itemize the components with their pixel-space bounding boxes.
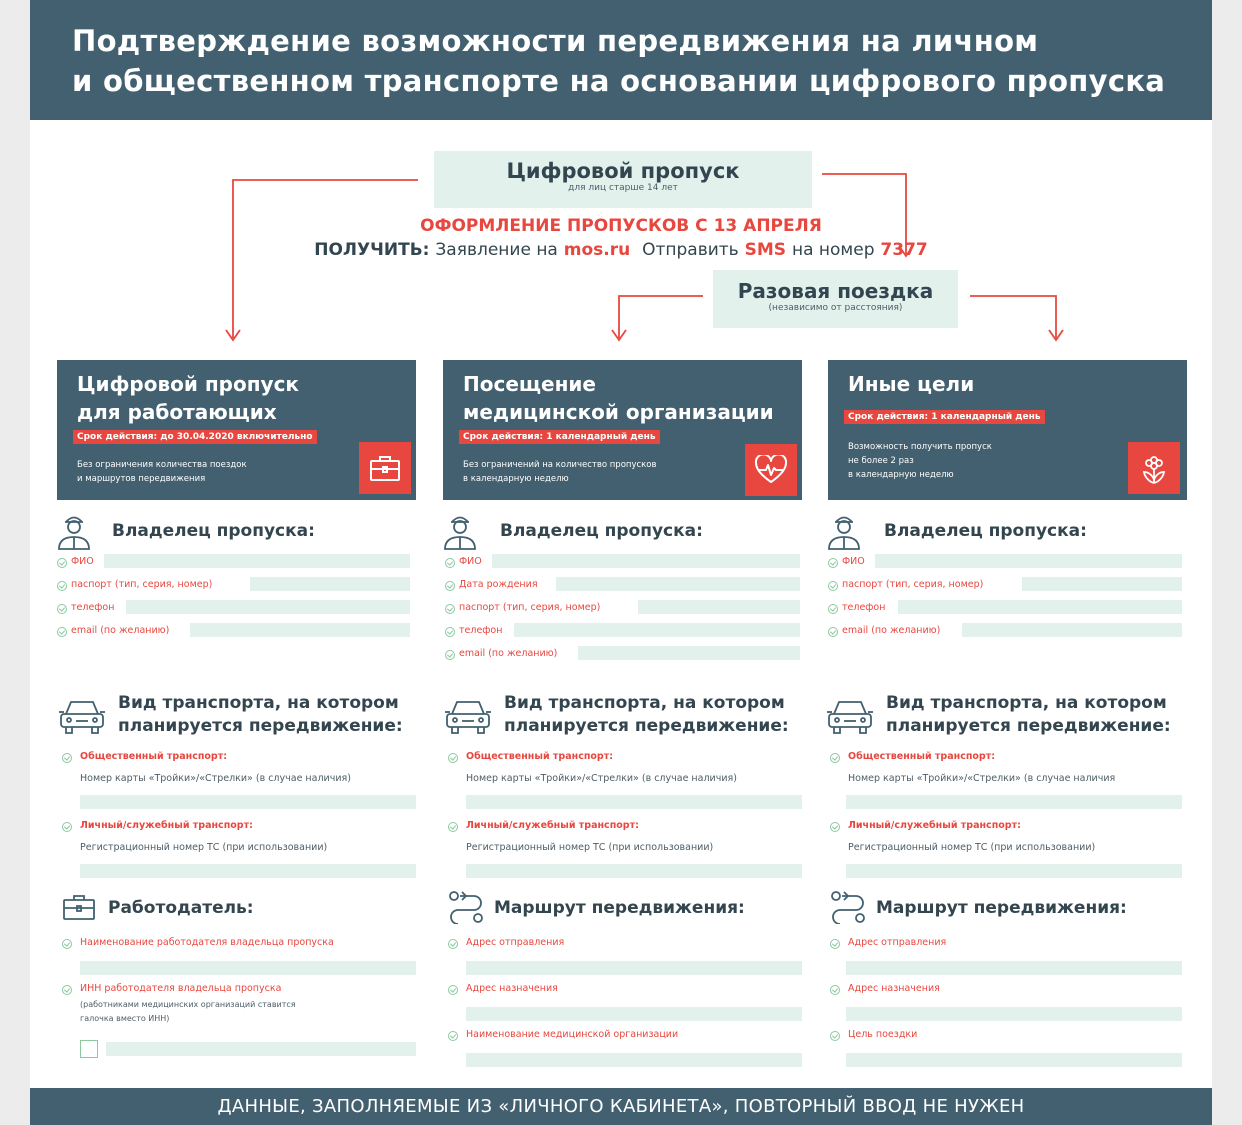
card-title-line-1: Посещение [463, 372, 596, 396]
card-desc-line-1: Без ограничения количества поездок [77, 460, 247, 470]
field-label: ФИО [71, 556, 94, 567]
card-other [828, 360, 1187, 500]
employer-name-label: Наименование работодателя владельца пропуска [80, 937, 334, 948]
field-label: паспорт (тип, серия, номер) [842, 579, 984, 590]
person-icon [56, 512, 92, 550]
route-field-label: Наименование медицинской организации [466, 1029, 679, 1040]
troika-card-input[interactable] [846, 795, 1182, 809]
check-icon [62, 939, 72, 949]
vehicle-number-input[interactable] [80, 864, 416, 878]
sms-number: 7377 [880, 240, 928, 260]
route-heading: Маршрут передвижения: [494, 898, 745, 918]
car-icon [58, 698, 106, 736]
card-medical [443, 360, 802, 500]
departure-address-input[interactable] [846, 961, 1182, 975]
card-title-line-1: Иные цели [848, 372, 975, 396]
card-desc-line-1: Возможность получить пропуск [848, 442, 992, 452]
check-icon [62, 985, 72, 995]
field-input[interactable] [1022, 577, 1182, 591]
transport-heading-line-2: планируется передвижение: [886, 716, 1171, 736]
field-input[interactable] [514, 623, 800, 637]
check-icon [448, 822, 458, 832]
field-label: телефон [459, 625, 503, 636]
briefcase-icon [359, 442, 411, 494]
one-time-trip-subtitle: (независимо от расстояния) [768, 303, 903, 313]
field-label: ФИО [842, 556, 865, 567]
check-icon [57, 627, 67, 637]
transport-heading [886, 692, 1171, 738]
route-field-label: Адрес отправления [848, 937, 947, 948]
check-icon [62, 822, 72, 832]
card-description [463, 458, 657, 486]
field-label: ФИО [459, 556, 482, 567]
field-input[interactable] [578, 646, 800, 660]
check-icon [830, 939, 840, 949]
check-icon [448, 753, 458, 763]
card-desc-line-1: Без ограничений на количество пропусков [463, 460, 657, 470]
troika-card-input[interactable] [466, 795, 802, 809]
check-icon [57, 581, 67, 591]
transport-heading-line-2: планируется передвижение: [504, 716, 789, 736]
card-title-line-2: медицинской организации [463, 400, 774, 424]
public-transport-label: Общественный транспорт: [848, 751, 996, 762]
owner-heading: Владелец пропуска: [884, 521, 1087, 541]
inn-note-line-1: (работниками медицинских организаций ставится [80, 1000, 296, 1009]
public-transport-label: Общественный транспорт: [80, 751, 228, 762]
public-transport-label: Общественный транспорт: [466, 751, 614, 762]
page-title-line-1: Подтверждение возможности передвижения на личном [72, 24, 1039, 58]
vehicle-number-input[interactable] [846, 864, 1182, 878]
card-title [848, 370, 974, 398]
card-description [77, 458, 247, 486]
public-transport-hint: Номер карты «Тройки»/«Стрелки» (в случае наличия [848, 773, 1116, 784]
card-desc-line-2: не более 2 раз [848, 456, 914, 466]
medical-organization-input[interactable] [466, 1053, 802, 1067]
check-icon [445, 650, 455, 660]
employer-inn-label: ИНН работодателя владельца пропуска [80, 983, 282, 994]
check-icon [445, 604, 455, 614]
check-icon [445, 627, 455, 637]
check-icon [57, 558, 67, 568]
get-label: ПОЛУЧИТЬ: [314, 240, 430, 260]
card-workers [57, 360, 416, 500]
trip-purpose-input[interactable] [846, 1053, 1182, 1067]
field-input[interactable] [250, 577, 410, 591]
transport-heading [504, 692, 789, 738]
destination-address-input[interactable] [846, 1007, 1182, 1021]
digital-pass-title: Цифровой пропуск [506, 159, 740, 183]
route-field-label: Адрес назначения [848, 983, 940, 994]
troika-card-input[interactable] [80, 795, 416, 809]
site-link[interactable]: mos.ru [563, 240, 631, 260]
field-label: Дата рождения [459, 579, 538, 590]
public-transport-hint: Номер карты «Тройки»/«Стрелки» (в случае наличия) [80, 773, 351, 784]
employer-heading: Работодатель: [108, 898, 254, 918]
departure-address-input[interactable] [466, 961, 802, 975]
route-heading: Маршрут передвижения: [876, 898, 1127, 918]
car-icon [826, 698, 874, 736]
validity-badge: Срок действия: 1 календарный день [844, 410, 1045, 424]
field-input[interactable] [962, 623, 1182, 637]
private-transport-label: Личный/служебный транспорт: [466, 820, 639, 831]
validity-badge: Срок действия: 1 календарный день [459, 430, 660, 444]
digital-pass-box [434, 151, 812, 208]
inn-note-line-2: галочка вместо ИНН) [80, 1014, 170, 1023]
arrow-to-other [970, 296, 1056, 338]
check-icon [445, 581, 455, 591]
employer-inn-note [80, 998, 296, 1026]
field-input[interactable] [190, 623, 410, 637]
field-label: email (по желанию) [842, 625, 941, 636]
check-icon [448, 939, 458, 949]
card-title [463, 370, 774, 426]
check-icon [448, 985, 458, 995]
owner-heading: Владелец пропуска: [112, 521, 315, 541]
medical-worker-checkbox[interactable] [80, 1040, 98, 1058]
field-label: телефон [71, 602, 115, 613]
field-label: паспорт (тип, серия, номер) [71, 579, 213, 590]
arrow-to-medical [619, 296, 703, 338]
field-label: email (по желанию) [71, 625, 170, 636]
check-icon [830, 753, 840, 763]
private-transport-label: Личный/служебный транспорт: [848, 820, 1021, 831]
route-field-label: Адрес отправления [466, 937, 565, 948]
field-input[interactable] [492, 554, 800, 568]
transport-heading-line-1: Вид транспорта, на котором [504, 693, 785, 713]
destination-address-input[interactable] [466, 1007, 802, 1021]
transport-heading [118, 692, 403, 738]
check-icon [448, 1031, 458, 1041]
card-desc-line-3: в календарную неделю [848, 470, 954, 480]
number-text: на номер [791, 240, 875, 260]
check-icon [62, 753, 72, 763]
check-icon [830, 1031, 840, 1041]
check-icon [830, 985, 840, 995]
route-icon [830, 890, 866, 924]
flower-icon [1128, 442, 1180, 494]
check-icon [445, 558, 455, 568]
footer-banner: ДАННЫЕ, ЗАПОЛНЯЕМЫЕ ИЗ «ЛИЧНОГО КАБИНЕТА», ПОВТОРНЫЙ ВВОД НЕ НУЖЕН [30, 1088, 1212, 1125]
sms-text: SMS [744, 240, 787, 260]
field-label: телефон [842, 602, 886, 613]
private-transport-hint: Регистрационный номер ТС (при использовании) [80, 842, 328, 853]
card-title [77, 370, 299, 426]
car-icon [444, 698, 492, 736]
card-desc-line-2: в календарную неделю [463, 474, 569, 484]
person-icon [826, 512, 862, 550]
one-time-trip-box [713, 270, 958, 328]
statement-text: Заявление на [435, 240, 558, 260]
employer-name-input[interactable] [80, 961, 416, 975]
private-transport-label: Личный/служебный транспорт: [80, 820, 253, 831]
card-desc-line-2: и маршрутов передвижения [77, 474, 206, 484]
card-description [848, 440, 992, 482]
field-input[interactable] [898, 600, 1182, 614]
field-input[interactable] [126, 600, 410, 614]
send-text: Отправить [642, 240, 739, 260]
person-icon [442, 512, 478, 550]
transport-heading-line-2: планируется передвижение: [118, 716, 403, 736]
transport-heading-line-1: Вид транспорта, на котором [118, 693, 399, 713]
field-input[interactable] [875, 554, 1182, 568]
check-icon [828, 604, 838, 614]
check-icon [57, 604, 67, 614]
heart-pulse-icon [745, 444, 797, 496]
check-icon [830, 822, 840, 832]
employer-inn-input[interactable] [106, 1042, 416, 1056]
field-input[interactable] [104, 554, 410, 568]
route-field-label: Адрес назначения [466, 983, 558, 994]
route-icon [448, 890, 484, 924]
vehicle-number-input[interactable] [466, 864, 802, 878]
private-transport-hint: Регистрационный номер ТС (при использовании) [848, 842, 1096, 853]
public-transport-hint: Номер карты «Тройки»/«Стрелки» (в случае наличия) [466, 773, 737, 784]
field-input[interactable] [556, 577, 800, 591]
how-to-get-line [0, 240, 1242, 260]
registration-date: ОФОРМЛЕНИЕ ПРОПУСКОВ С 13 АПРЕЛЯ [420, 216, 822, 236]
validity-badge: Срок действия: до 30.04.2020 включительно [73, 430, 317, 444]
card-title-line-1: Цифровой пропуск [77, 372, 300, 396]
digital-pass-subtitle: для лиц старше 14 лет [568, 183, 678, 193]
page-title-line-2: и общественном транспорте на основании цифрового пропуска [72, 64, 1166, 98]
field-label: паспорт (тип, серия, номер) [459, 602, 601, 613]
field-label: email (по желанию) [459, 648, 558, 659]
card-title-line-2: для работающих [77, 400, 277, 424]
route-field-label: Цель поездки [848, 1029, 918, 1040]
transport-heading-line-1: Вид транспорта, на котором [886, 693, 1167, 713]
one-time-trip-title: Разовая поездка [737, 279, 934, 303]
owner-heading: Владелец пропуска: [500, 521, 703, 541]
field-input[interactable] [638, 600, 800, 614]
check-icon [828, 558, 838, 568]
private-transport-hint: Регистрационный номер ТС (при использовании) [466, 842, 714, 853]
check-icon [828, 627, 838, 637]
check-icon [828, 581, 838, 591]
briefcase-icon [62, 893, 96, 921]
